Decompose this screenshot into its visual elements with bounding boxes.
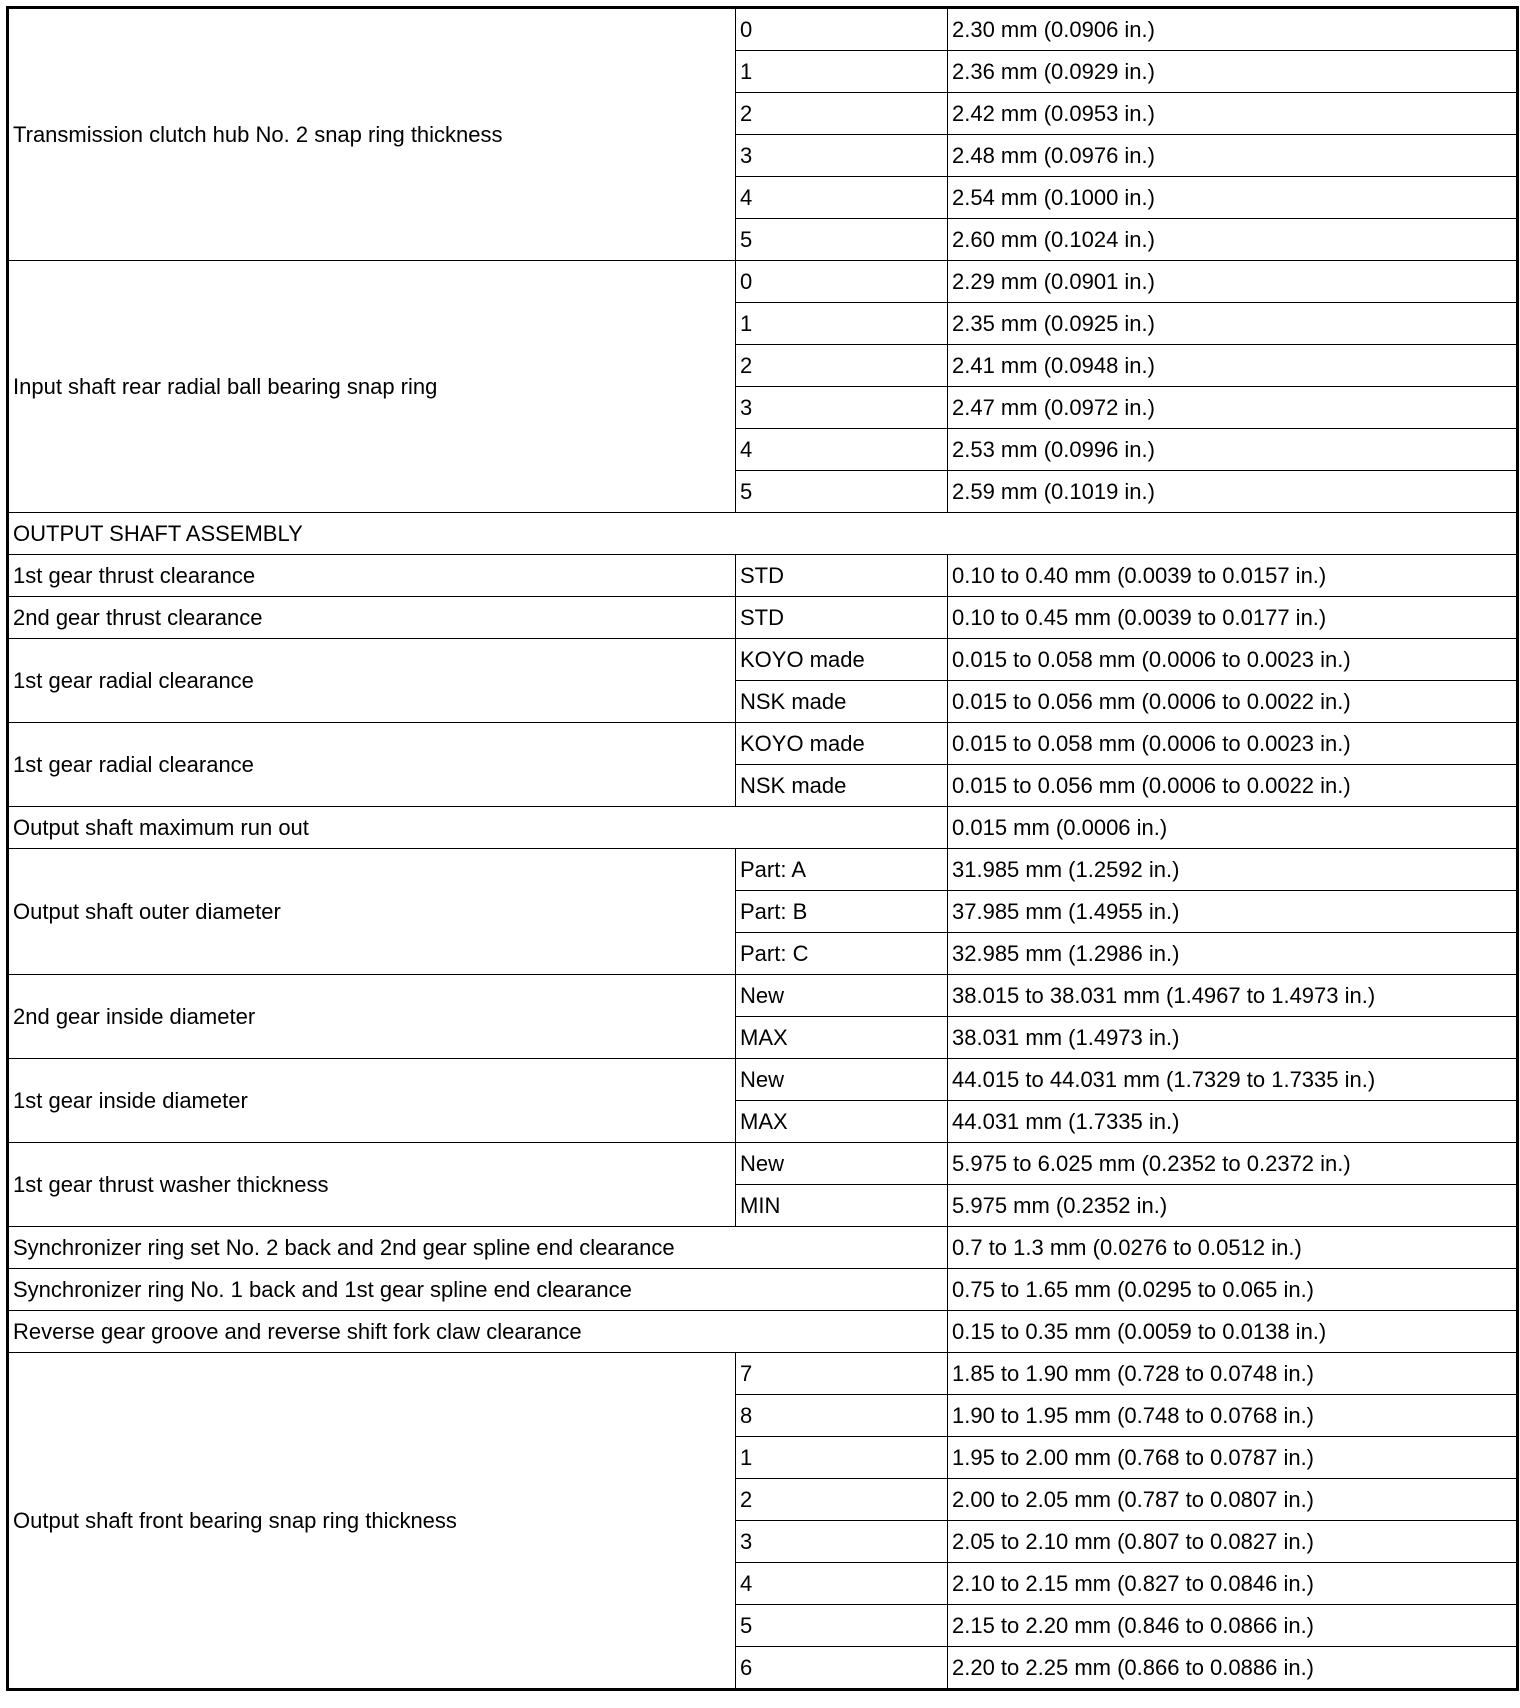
spec-label: Output shaft maximum run out <box>8 807 948 849</box>
spec-value: 0.10 to 0.45 mm (0.0039 to 0.0177 in.) <box>948 597 1518 639</box>
spec-value: 31.985 mm (1.2592 in.) <box>948 849 1518 891</box>
spec-value: 44.015 to 44.031 mm (1.7329 to 1.7335 in.) <box>948 1059 1518 1101</box>
spec-label: 1st gear thrust clearance <box>8 555 736 597</box>
table-row <box>8 1059 1518 1101</box>
spec-value: 0.10 to 0.40 mm (0.0039 to 0.0157 in.) <box>948 555 1518 597</box>
table-row <box>8 1143 1518 1185</box>
spec-key: STD <box>736 555 948 597</box>
table-row <box>8 723 1518 765</box>
spec-label: Synchronizer ring No. 1 back and 1st gear spline end clearance <box>8 1269 948 1311</box>
spec-key: Part: A <box>736 849 948 891</box>
spec-key: New <box>736 1143 948 1185</box>
spec-key: 4 <box>736 177 948 219</box>
spec-label: Input shaft rear radial ball bearing snap ring <box>8 261 736 513</box>
section-header: OUTPUT SHAFT ASSEMBLY <box>8 513 1518 555</box>
spec-key: 7 <box>736 1353 948 1395</box>
spec-value: 0.7 to 1.3 mm (0.0276 to 0.0512 in.) <box>948 1227 1518 1269</box>
spec-value: 37.985 mm (1.4955 in.) <box>948 891 1518 933</box>
spec-key: 0 <box>736 8 948 51</box>
spec-label: 1st gear radial clearance <box>8 639 736 723</box>
table-row <box>8 1227 1518 1269</box>
spec-value: 38.031 mm (1.4973 in.) <box>948 1017 1518 1059</box>
spec-value: 5.975 to 6.025 mm (0.2352 to 0.2372 in.) <box>948 1143 1518 1185</box>
table-row <box>8 261 1518 303</box>
spec-value: 2.53 mm (0.0996 in.) <box>948 429 1518 471</box>
spec-value: 2.47 mm (0.0972 in.) <box>948 387 1518 429</box>
spec-key: 3 <box>736 135 948 177</box>
spec-value: 5.975 mm (0.2352 in.) <box>948 1185 1518 1227</box>
spec-key: NSK made <box>736 765 948 807</box>
table-row <box>8 807 1518 849</box>
spec-key: 6 <box>736 1647 948 1690</box>
table-row <box>8 1353 1518 1395</box>
spec-key: 3 <box>736 1521 948 1563</box>
spec-label: Reverse gear groove and reverse shift fork claw clearance <box>8 1311 948 1353</box>
spec-label: 2nd gear inside diameter <box>8 975 736 1059</box>
spec-key: MIN <box>736 1185 948 1227</box>
spec-value: 1.95 to 2.00 mm (0.768 to 0.0787 in.) <box>948 1437 1518 1479</box>
spec-key: Part: B <box>736 891 948 933</box>
table-row <box>8 975 1518 1017</box>
spec-label: 2nd gear thrust clearance <box>8 597 736 639</box>
table-row <box>8 555 1518 597</box>
spec-value: 0.15 to 0.35 mm (0.0059 to 0.0138 in.) <box>948 1311 1518 1353</box>
spec-key: 1 <box>736 51 948 93</box>
spec-key: 2 <box>736 345 948 387</box>
table-row <box>8 597 1518 639</box>
spec-value: 0.015 to 0.058 mm (0.0006 to 0.0023 in.) <box>948 639 1518 681</box>
spec-label: Synchronizer ring set No. 2 back and 2nd gear spline end clearance <box>8 1227 948 1269</box>
table-row <box>8 8 1518 51</box>
spec-label: Transmission clutch hub No. 2 snap ring thickness <box>8 8 736 261</box>
spec-key: 5 <box>736 219 948 261</box>
spec-label: 1st gear radial clearance <box>8 723 736 807</box>
spec-value: 2.35 mm (0.0925 in.) <box>948 303 1518 345</box>
spec-value: 0.015 to 0.056 mm (0.0006 to 0.0022 in.) <box>948 765 1518 807</box>
spec-value: 2.00 to 2.05 mm (0.787 to 0.0807 in.) <box>948 1479 1518 1521</box>
spec-label: 1st gear thrust washer thickness <box>8 1143 736 1227</box>
spec-value: 2.05 to 2.10 mm (0.807 to 0.0827 in.) <box>948 1521 1518 1563</box>
spec-key: 1 <box>736 1437 948 1479</box>
spec-value: 2.10 to 2.15 mm (0.827 to 0.0846 in.) <box>948 1563 1518 1605</box>
spec-key: 4 <box>736 1563 948 1605</box>
spec-value: 0.015 mm (0.0006 in.) <box>948 807 1518 849</box>
spec-label: Output shaft front bearing snap ring thickness <box>8 1353 736 1690</box>
spec-key: New <box>736 1059 948 1101</box>
spec-label: 1st gear inside diameter <box>8 1059 736 1143</box>
spec-value: 2.59 mm (0.1019 in.) <box>948 471 1518 513</box>
section-header-row <box>8 513 1518 555</box>
spec-key: 0 <box>736 261 948 303</box>
spec-key: Part: C <box>736 933 948 975</box>
spec-key: New <box>736 975 948 1017</box>
table-row <box>8 1269 1518 1311</box>
spec-key: MAX <box>736 1101 948 1143</box>
spec-value: 44.031 mm (1.7335 in.) <box>948 1101 1518 1143</box>
specification-table-body <box>8 8 1518 1690</box>
spec-key: 3 <box>736 387 948 429</box>
spec-value: 2.15 to 2.20 mm (0.846 to 0.0866 in.) <box>948 1605 1518 1647</box>
spec-key: KOYO made <box>736 723 948 765</box>
spec-value: 38.015 to 38.031 mm (1.4967 to 1.4973 in.) <box>948 975 1518 1017</box>
specification-table <box>6 6 1519 1691</box>
spec-label: Output shaft outer diameter <box>8 849 736 975</box>
spec-key: 5 <box>736 471 948 513</box>
spec-value: 1.90 to 1.95 mm (0.748 to 0.0768 in.) <box>948 1395 1518 1437</box>
spec-key: 2 <box>736 1479 948 1521</box>
spec-value: 2.60 mm (0.1024 in.) <box>948 219 1518 261</box>
table-row <box>8 849 1518 891</box>
spec-key: 2 <box>736 93 948 135</box>
spec-value: 2.36 mm (0.0929 in.) <box>948 51 1518 93</box>
spec-value: 0.75 to 1.65 mm (0.0295 to 0.065 in.) <box>948 1269 1518 1311</box>
spec-value: 32.985 mm (1.2986 in.) <box>948 933 1518 975</box>
spec-value: 2.48 mm (0.0976 in.) <box>948 135 1518 177</box>
spec-value: 2.42 mm (0.0953 in.) <box>948 93 1518 135</box>
spec-key: STD <box>736 597 948 639</box>
spec-value: 1.85 to 1.90 mm (0.728 to 0.0748 in.) <box>948 1353 1518 1395</box>
spec-key: 5 <box>736 1605 948 1647</box>
spec-key: NSK made <box>736 681 948 723</box>
spec-key: 1 <box>736 303 948 345</box>
spec-value: 0.015 to 0.056 mm (0.0006 to 0.0022 in.) <box>948 681 1518 723</box>
spec-value: 2.29 mm (0.0901 in.) <box>948 261 1518 303</box>
spec-value: 0.015 to 0.058 mm (0.0006 to 0.0023 in.) <box>948 723 1518 765</box>
spec-value: 2.41 mm (0.0948 in.) <box>948 345 1518 387</box>
spec-value: 2.20 to 2.25 mm (0.866 to 0.0886 in.) <box>948 1647 1518 1690</box>
spec-key: MAX <box>736 1017 948 1059</box>
table-row <box>8 639 1518 681</box>
spec-value: 2.30 mm (0.0906 in.) <box>948 8 1518 51</box>
spec-value: 2.54 mm (0.1000 in.) <box>948 177 1518 219</box>
spec-key: 4 <box>736 429 948 471</box>
spec-key: KOYO made <box>736 639 948 681</box>
spec-key: 8 <box>736 1395 948 1437</box>
table-row <box>8 1311 1518 1353</box>
